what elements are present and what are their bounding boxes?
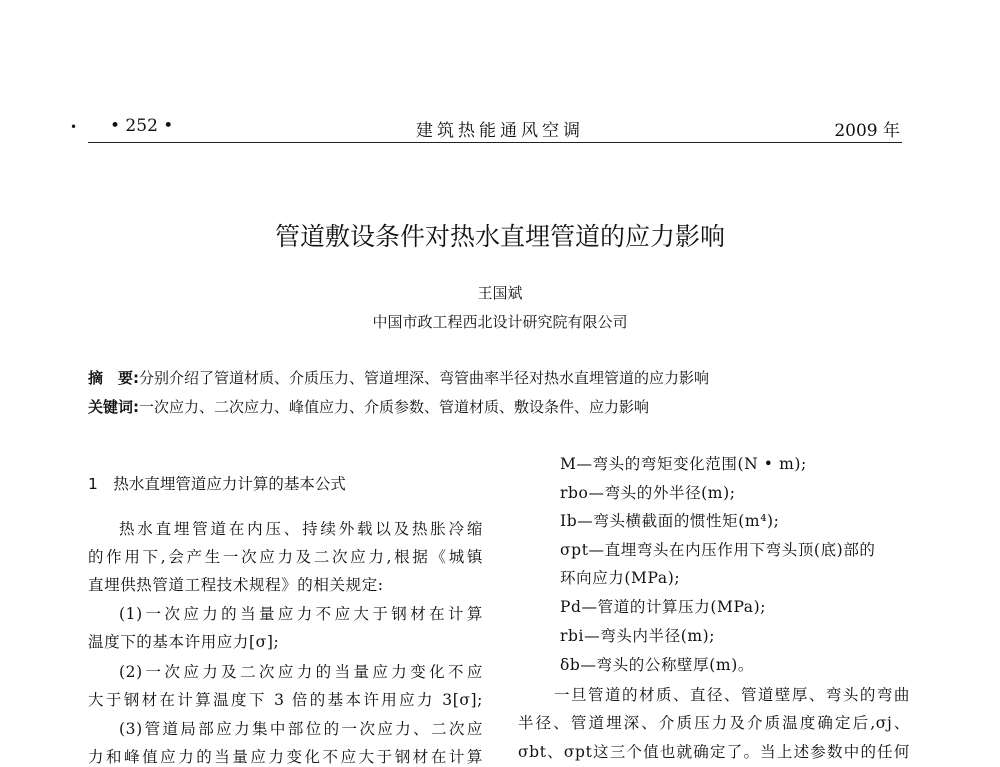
- symbol-definition: Ib—弯头横截面的惯性矩(m⁴);: [560, 512, 780, 530]
- body-line: 一旦管道的材质、直径、管道壁厚、弯头的弯曲: [554, 686, 910, 704]
- page-number: • 252 •: [110, 116, 174, 136]
- body-line: 大于钢材在计算温度下 3 倍的基本许用应力 3[σ];: [88, 691, 483, 709]
- abstract-text: 分别介绍了管道材质、介质压力、管道埋深、弯管曲率半径对热水直埋管道的应力影响: [139, 369, 710, 387]
- body-line: 热水直埋管道在内压、持续外载以及热胀冷缩: [119, 520, 483, 538]
- body-line: (1)一次应力的当量应力不应大于钢材在计算: [119, 605, 483, 623]
- keywords: [88, 396, 649, 417]
- header-year: 2009 年: [834, 121, 900, 141]
- symbol-definition: Pd—管道的计算压力(MPa);: [560, 598, 767, 616]
- symbol-definition: rbo—弯头的外半径(m);: [560, 484, 736, 502]
- symbol-definition: σpt—直埋弯头在内压作用下弯头顶(底)部的: [560, 541, 876, 559]
- header-rule: [88, 142, 902, 143]
- body-line: 力和峰值应力的当量应力变化不应大于钢材在计算: [88, 748, 483, 766]
- abstract-label: 摘 要:: [88, 369, 139, 387]
- symbol-definition: rbi—弯头内半径(m);: [560, 627, 716, 645]
- author-name: 王国斌: [477, 284, 523, 302]
- body-line: 直埋供热管道工程技术规程》的相关规定:: [88, 576, 384, 594]
- body-line: (3)管道局部应力集中部位的一次应力、二次应: [119, 720, 483, 738]
- author-affiliation: 中国市政工程西北设计研究院有限公司: [372, 313, 628, 331]
- symbol-definition: δb—弯头的公称壁厚(m)。: [560, 656, 754, 674]
- header-dot: •: [70, 120, 78, 134]
- symbol-definition: M—弯头的弯矩变化范围(N • m);: [560, 455, 807, 473]
- journal-name: 建筑热能通风空调: [416, 121, 584, 141]
- body-line: σbt、σpt这三个值也就确定了。当上述参数中的任何: [518, 743, 910, 761]
- body-line: (2)一次应力及二次应力的当量应力变化不应: [119, 663, 483, 681]
- article-title: 管道敷设条件对热水直埋管道的应力影响: [274, 222, 725, 251]
- section-heading: 1 热水直埋管道应力计算的基本公式: [88, 475, 346, 493]
- keywords-text: 一次应力、二次应力、峰值应力、介质参数、管道材质、敷设条件、应力影响: [139, 398, 650, 416]
- body-line: 半径、管道埋深、介质压力及介质温度确定后,σj、: [518, 714, 910, 732]
- body-line: 的作用下,会产生一次应力及二次应力,根据《城镇: [88, 548, 483, 566]
- body-line: 温度下的基本许用应力[σ];: [88, 633, 280, 651]
- keywords-label: 关键词:: [88, 398, 139, 416]
- abstract: [88, 367, 709, 388]
- symbol-definition: 环向应力(MPa);: [560, 569, 681, 587]
